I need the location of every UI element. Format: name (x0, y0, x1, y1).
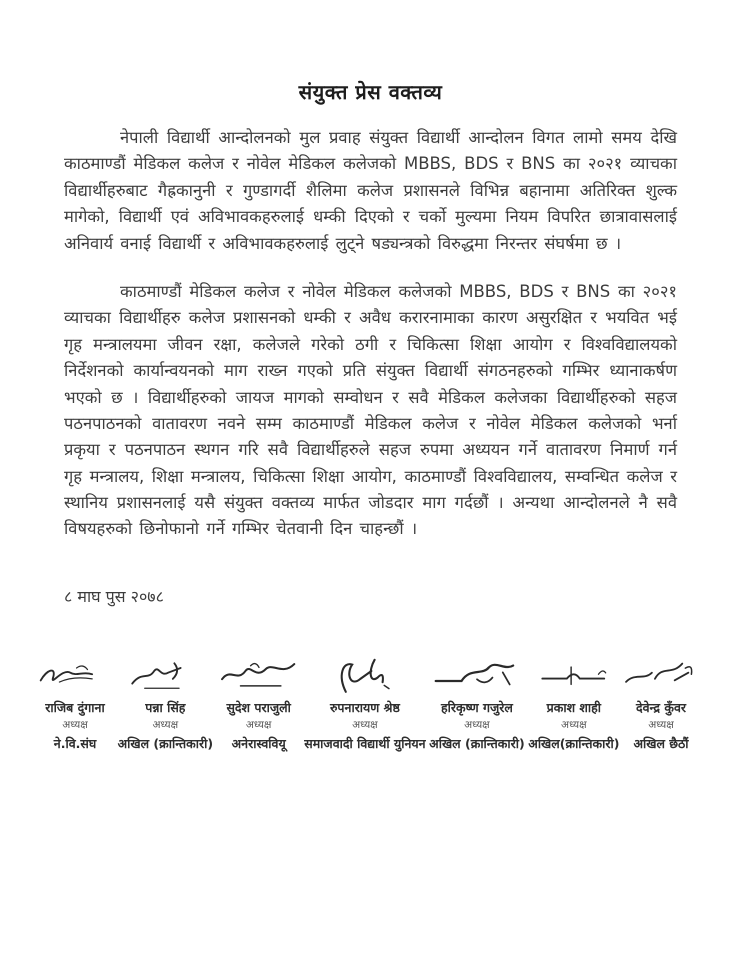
signatory-name: प्रकाश शाही (546, 699, 602, 715)
statement-paragraph-2: काठमाण्डौं मेडिकल कलेज र नोवेल मेडिकल कलेजको MBBS, BDS र BNS का २०२१ व्याचका विद्यार्थीहरु कलेज प्रशासनको धम्की र अवैध करारनामाका कारण असुरक्षित र भयवित भई गृह मन्त्रालयमा जीवन रक्षा, कलेजले गरेको ठगी र चिकित्सा शिक्षा आयोग र विश्वविद्यालयको निर्देशनको कार्यान्वयनको माग राख्न गएको प्रति संयुक्त विद्यार्थी संगठनहरुको गम्भिर ध्यानाकर्षण भएको छ । विद्यार्थीहरुको जायज मागको सम्वोधन र सवै मेडिकल कलेजका विद्यार्थीहरुको सहज पठनपाठनको वातावरण नवने सम्म काठमाण्डौं मेडिकल कलेज र नोवेल मेडिकल कलेजको भर्ना प्रकृया र पठनपाठन स्थगन गरि सवै विद्यार्थीहरुले सहज रुपमा अध्ययन गर्ने वातावरण निमार्ण गर्न गृह मन्त्रालय, शिक्षा मन्त्रालय, चिकित्सा शिक्षा आयोग, काठमाण्डौं विश्वविद्यालय, सम्वन्धित कलेज र स्थानिय प्रशासनलाई यसै संयुक्त वक्तव्य मार्फत जोडदार माग गर्दछौं । अन्यथा आन्दोलनले नै सवै विषयहरुको छिनोफानो गर्ने गम्भिर चेतवानी दिन चाहन्छौं । (64, 281, 677, 539)
signatory-role: अध्यक्ष (561, 718, 587, 731)
signature-image (538, 653, 610, 697)
signature-image (623, 653, 699, 697)
signatory-org: अखिल छैठौं (633, 735, 689, 751)
page-title: संयुक्त प्रेस वक्तव्य (298, 80, 443, 104)
signatory-role: अध्यक्ष (352, 718, 378, 731)
signatory-role: अध्यक्ष (648, 718, 674, 731)
signatory-name: रुपनारायण श्रेष्ठ (329, 699, 400, 715)
statement-paragraph-1: नेपाली विद्यार्थी आन्दोलनको मुल प्रवाह संयुक्त विद्यार्थी आन्दोलन विगत लामो समय देखि काठमाण्डौं मेडिकल कलेज र नोवेल मेडिकल कलेजको MBBS, BDS र BNS का २०२१ व्याचका विद्यार्थीहरुबाट गैह्रकानुनी र गुण्डागर्दी शैलिमा कलेज प्रशासनले विभिन्न बहानामा अतिरिक्त शुल्क मागेको, विद्यार्थी एवं अविभावकहरुलाई धम्की दिएको र चर्को मुल्यमा नियम विपरित छात्रावासलाई अनिवार्य वनाई विद्यार्थी र अविभावकहरुलाई लुट्ने षड्यन्त्रको विरुद्धमा निरन्तर संघर्षमा छ । (64, 128, 677, 253)
signatory-name: राजिब दुंगाना (45, 699, 105, 715)
signature-block (36, 653, 699, 752)
signatory-org: ने.वि.संघ (53, 735, 97, 751)
signature-image (126, 653, 204, 697)
signature-image (325, 653, 405, 697)
signature-image (217, 653, 301, 697)
signatory-name: हरिकृष्ण गजुरेल (440, 699, 513, 715)
signatory-6 (528, 653, 619, 752)
signatory-role: अध्यक्ष (245, 718, 272, 731)
signatory-name: सुदेश पराजुली (226, 699, 291, 715)
signatory-role: अध्यक्ष (152, 718, 179, 731)
signature-image (36, 653, 114, 697)
signatory-7 (623, 653, 699, 752)
signatory-org: अखिल(क्रान्तिकारी) (528, 735, 620, 751)
signatory-role: अध्यक्ष (62, 718, 88, 731)
signatory-2 (118, 653, 214, 752)
signatory-org: अखिल (क्रान्तिकारी) (117, 735, 214, 751)
signatory-name: देवेन्द्र कुँवर (635, 699, 687, 715)
signatory-4 (304, 653, 425, 752)
signatory-5 (429, 653, 525, 752)
signatory-org: अनेरास्ववियू (231, 735, 286, 751)
signatory-role: अध्यक्ष (464, 718, 490, 731)
signatory-name: पन्ना सिंह (145, 699, 186, 715)
signature-image (434, 653, 520, 697)
signatory-3 (217, 653, 301, 752)
signatory-org: समाजवादी विद्यार्थी युनियन (304, 735, 426, 751)
signatory-org: अखिल (क्रान्तिकारी) (429, 735, 525, 751)
statement-date: ८ माघ पुस २०७८ (64, 586, 164, 606)
signatory-1 (36, 653, 114, 752)
